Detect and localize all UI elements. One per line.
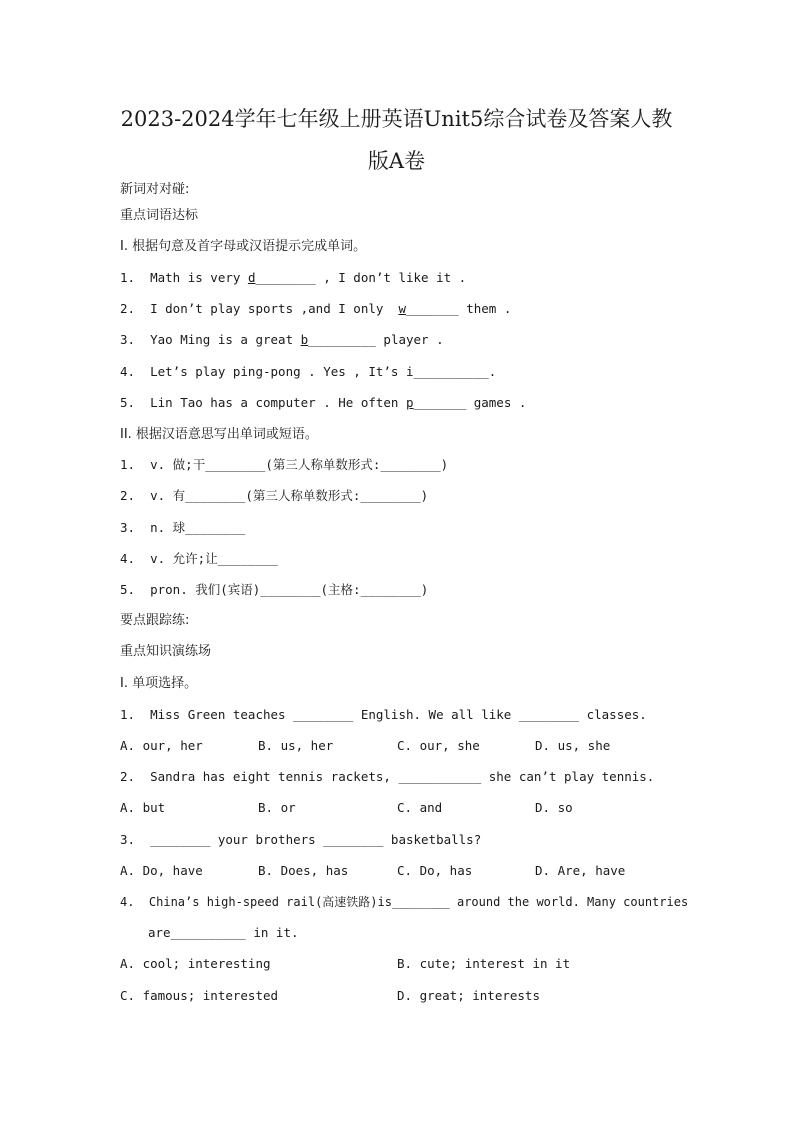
section-practice: 重点知识演练场	[120, 644, 212, 659]
question-1-option-a: A. our, her	[120, 738, 203, 753]
hint-letter: b	[300, 332, 309, 347]
section-key-words: 重点词语达标	[120, 208, 199, 223]
part1-item-4	[120, 364, 496, 380]
item-text: 2. I don’t play sports ,and I only	[120, 301, 399, 316]
question-2-option-c: C. and	[397, 800, 443, 815]
document-title-line1: 2023-2024学年七年级上册英语Unit5综合试卷及答案人教	[120, 107, 673, 131]
item-text-end: _________ player .	[308, 332, 444, 347]
question-4-option-a: A. cool; interesting	[120, 956, 271, 971]
hint-letter: w	[398, 301, 406, 316]
question-1-option-b: B. us, her	[258, 738, 334, 753]
item-text: 3. Yao Ming is a great	[120, 332, 301, 347]
item-text: 4. Let’s play ping-pong . Yes , It’s i__________.	[120, 364, 497, 379]
question-2-option-a: A. but	[120, 800, 166, 815]
question-3-option-d: D. Are, have	[535, 863, 626, 878]
part2-item-2: 2. v. 有________(第三人称单数形式:________)	[120, 488, 429, 503]
hint-letter: p	[405, 395, 414, 410]
question-4-option-c: C. famous; interested	[120, 988, 279, 1003]
item-text-end: _______ them .	[405, 301, 512, 316]
item-text: 5. Lin Tao has a computer . He often	[120, 395, 406, 410]
question-1-stem: 1. Miss Green teaches ________ English. We all like ________ classes.	[120, 707, 647, 722]
question-2-option-d: D. so	[535, 800, 573, 815]
section-new-words: 新词对对碰:	[120, 182, 190, 197]
question-4-stem-line2: are__________ in it.	[148, 925, 299, 940]
part2-item-3: 3. n. 球________	[120, 520, 246, 535]
question-4-option-b: B. cute; interest in it	[397, 956, 571, 971]
part3-heading: I. 单项选择。	[120, 676, 198, 691]
part2-heading: II. 根据汉语意思写出单词或短语。	[120, 427, 318, 442]
item-text-end: ________ , I don’t like it .	[255, 270, 467, 285]
question-4-option-d: D. great; interests	[397, 988, 540, 1003]
part1-item-3	[120, 332, 444, 348]
question-3-option-a: A. Do, have	[120, 863, 203, 878]
part2-item-4: 4. v. 允许;让________	[120, 551, 278, 566]
part1-item-2	[120, 301, 511, 317]
item-text-end: _______ games .	[413, 395, 527, 410]
question-3-option-b: B. Does, has	[258, 863, 349, 878]
part1-item-1	[120, 270, 466, 286]
part2-item-1: 1. v. 做;干________(第三人称单数形式:________)	[120, 457, 449, 472]
question-3-option-c: C. Do, has	[397, 863, 473, 878]
part1-item-5	[120, 395, 526, 411]
question-4-stem-line1: 4. China’s high-speed rail(高速铁路)is________ around the world. Many countries	[120, 895, 689, 909]
question-1-option-c: C. our, she	[397, 738, 480, 753]
section-key-points: 要点跟踪练:	[120, 613, 190, 628]
part2-item-5: 5. pron. 我们(宾语)________(主格:________)	[120, 582, 429, 597]
hint-letter: d	[247, 270, 256, 285]
question-3-stem: 3. ________ your brothers ________ basketballs?	[120, 832, 482, 847]
question-1-option-d: D. us, she	[535, 738, 611, 753]
document-title-line2: 版A卷	[367, 149, 426, 173]
part1-heading: I. 根据句意及首字母或汉语提示完成单词。	[120, 239, 367, 254]
item-text: 1. Math is very	[120, 270, 248, 285]
question-2-option-b: B. or	[258, 800, 296, 815]
question-2-stem: 2. Sandra has eight tennis rackets, ___________ she can’t play tennis.	[120, 769, 655, 784]
